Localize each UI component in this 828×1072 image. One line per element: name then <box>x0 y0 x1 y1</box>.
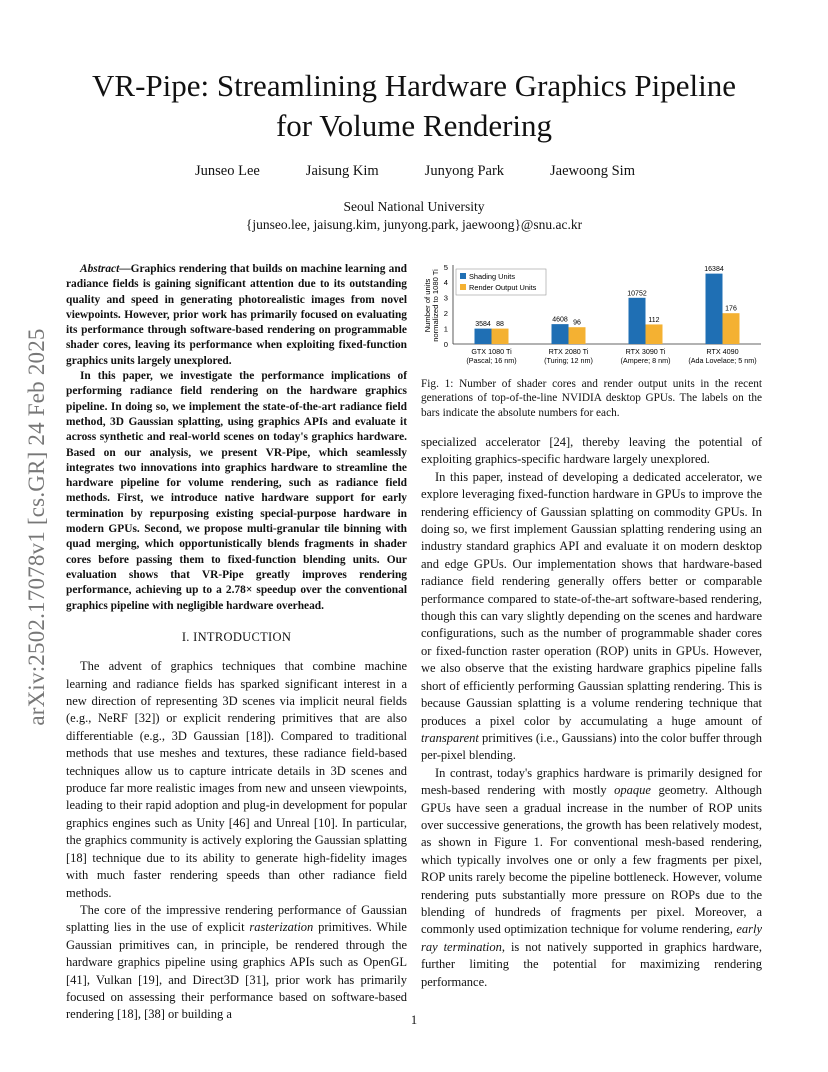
introduction-body-left <box>66 658 407 1024</box>
bar-shading-units <box>475 329 492 344</box>
bar-data-label: 112 <box>648 316 660 324</box>
intro-paragraph-3: In this paper, instead of developing a dedicated accelerator, we explore leveraging fixed-function hardware in GPUs to improve the rendering efficiency of Gaussian splatting on commodity GPUs. In doing so, we first implement Gaussian splatting rendering using an industry standard graphics API and evaluate it on modern desktop and edge GPUs. Our implementation shows that hardware-based radiance field rendering generally offers better or comparable performance compared to state-of-the-art software-based rendering, though this can vary slightly depending on the scenes and hardware configurations, such as the number of programmable shader cores or fixed-function raster operation (ROP) units in GPUs. However, we also observe that the existing hardware graphics pipeline falls short of efficiently performing Gaussian splatting rendering. This is because Gaussian splatting is a volume rendering technique that produces a pixel color by accumulating a huge amount of transparent primitives (i.e., Gaussians) into the color buffer through per-pixel blending. <box>421 469 762 763</box>
bar-shading-units <box>706 274 723 344</box>
author-name: Jaewoong Sim <box>550 163 635 179</box>
bar-data-label: 10752 <box>627 290 647 298</box>
page-number: 1 <box>410 1013 418 1027</box>
y-axis-label: Number of units <box>423 278 432 333</box>
affiliation: Seoul National University <box>343 199 485 214</box>
y-tick-label: 1 <box>443 324 448 334</box>
x-tick-sublabel: (Ada Lovelace; 5 nm) <box>688 356 757 365</box>
bar-shading-units <box>552 324 569 344</box>
x-tick-label: RTX 4090 <box>706 347 739 356</box>
intro-paragraph-2: The core of the impressive rendering performance of Gaussian splatting lies in the use of explicit rasterization primitives. While Gaussian primitives can, in principle, be rendered through the hardware graphics pipeline using graphics APIs such as OpenGL [41], Vulkan [19], and Direct3D [31], prior work has primarily focused on assessing their performance based on software-based rendering [18], [38] or building a <box>66 902 407 1022</box>
paper-title <box>60 66 768 146</box>
figure-1-caption: Fig. 1: Number of shader cores and render output units in the recent generations of top-of-the-line NVIDIA desktop GPUs. The labels on the bars indicate the absolute numbers for each. <box>421 378 762 419</box>
arxiv-sidebar-stamp <box>14 292 60 762</box>
title-line-1: VR-Pipe: Streamlining Hardware Graphics Pipeline <box>92 68 736 103</box>
abstract-paragraph-1: —Graphics rendering that builds on machine learning and radiance fields is gaining significant attention due to its outstanding quality and speed in generating photorealistic images from novel viewpoints. However, prior work has primarily focused on evaluating its performance through software-based rendering on programmable shader cores, leaving its performance when exploiting fixed-function graphics units largely unexplored. <box>66 263 407 367</box>
intro-paragraph-4: In contrast, today's graphics hardware is primarily designed for mesh-based rendering with mostly opaque geometry. Although GPUs have seen a gradual increase in the number of ROP units over successive generations, the growth has been relatively modest, as shown in Figure 1. For conventional mesh-based rendering, which typically involves one or only a few fragments per pixel, ROP units rarely become the pipeline bottleneck. However, volume rendering puts substantially more pressure on ROPs due to the blending of hundreds of fragments per pixel. Moreover, a commonly used optimization technique for volume rendering, early ray termination, is not natively supported in graphics hardware, further limiting the potential for maximizing rendering performance. <box>421 765 762 989</box>
legend-swatch <box>460 284 466 290</box>
y-axis-label: normalized to 1080 Ti <box>431 269 440 342</box>
y-tick-label: 4 <box>443 278 448 288</box>
x-tick-label: RTX 2080 Ti <box>548 347 589 356</box>
affiliation-block <box>160 198 668 234</box>
legend-label: Render Output Units <box>469 283 537 292</box>
right-column <box>421 434 762 991</box>
intro-paragraph-1: The advent of graphics techniques that combine machine learning and radiance fields has sparked significant interest in a new direction of representing 3D scenes via implicit neural fields (e.g., NeRF [32]) or explicit rendering primitives that are also differentiable (e.g., 3D Gaussian [18]). Compared to traditional methods that use meshes and textures, these radiance field-based techniques allow us to capture intricate details in 3D scenes and produce far more realistic images from new and unseen viewpoints, leading to their rapid adoption and plug-in development for popular graphics engines such as Unity [46] and Unreal [10]. In particular, the graphics community is actively exploring the Gaussian splatting [18] technique due to its ability to generate high-fidelity images with much faster rendering speeds than other radiance field methods. <box>66 659 407 900</box>
left-column <box>66 262 407 1024</box>
x-tick-sublabel: (Ampere; 8 nm) <box>620 356 671 365</box>
bar-data-label: 3584 <box>475 321 491 329</box>
x-tick-sublabel: (Pascal; 16 nm) <box>466 356 517 365</box>
abstract-paragraph-2: In this paper, we investigate the performance implications of performing radiance field rendering on the hardware graphics pipeline. In doing so, we implement the state-of-the-art radiance field method, 3D Gaussian splatting, using graphics APIs and evaluate it across synthetic and real-world scenes on today's graphics hardware. Based on our analysis, we present VR-Pipe, which seamlessly integrates two innovations into graphics hardware to streamline the hardware pipeline for volume rendering, such as radiance field methods. First, we introduce native hardware support for early termination by repurposing existing special-purpose hardware in modern GPUs. Second, we propose multi-granular tile binning with quad merging, which opportunistically blends fragments in shader cores before passing them to fixed-function blending units. Our evaluation shows that VR-Pipe greatly improves rendering performance, achieving up to a 2.78× speedup over the conventional graphics pipeline with negligible hardware overhead. <box>66 370 407 612</box>
bar-rop-units <box>646 324 663 344</box>
y-tick-label: 0 <box>443 339 448 349</box>
author-name: Junseo Lee <box>195 163 260 179</box>
title-line-2: for Volume Rendering <box>275 108 553 143</box>
bar-rop-units <box>723 313 740 344</box>
arxiv-id: arXiv:2502.17078v1 [cs.GR] 24 Feb 2025 <box>24 328 49 726</box>
bar-data-label: 16384 <box>704 266 724 274</box>
author-list <box>195 163 635 180</box>
author-emails: {junseo.lee, jaisung.kim, junyong.park, jaewoong}@snu.ac.kr <box>245 217 583 232</box>
author-name: Junyong Park <box>424 163 505 179</box>
x-tick-label: RTX 3090 Ti <box>625 347 666 356</box>
abstract-lead: Abstract <box>80 263 120 275</box>
x-tick-label: GTX 1080 Ti <box>471 347 512 356</box>
author-name: Jaisung Kim <box>305 163 379 179</box>
y-tick-label: 5 <box>443 262 448 272</box>
bar-data-label: 4608 <box>552 316 568 324</box>
bar-shading-units <box>629 298 646 344</box>
y-tick-label: 3 <box>443 293 448 303</box>
x-tick-sublabel: (Turing; 12 nm) <box>544 356 593 365</box>
intro-paragraph-continued: specialized accelerator [24], thereby leaving the potential of exploiting graphics-specific hardware largely unexplored. <box>421 435 762 467</box>
y-tick-label: 2 <box>443 309 448 318</box>
bar-rop-units <box>492 329 509 344</box>
legend-label: Shading Units <box>469 272 516 281</box>
section-heading-introduction: I. INTRODUCTION <box>181 629 292 644</box>
bar-rop-units <box>569 327 586 344</box>
bar-data-label: 176 <box>725 305 737 313</box>
abstract <box>66 262 407 614</box>
legend-swatch <box>460 273 466 279</box>
bar-data-label: 88 <box>496 321 504 329</box>
bar-data-label: 96 <box>573 319 581 327</box>
figure-1-bar-chart <box>421 258 766 376</box>
